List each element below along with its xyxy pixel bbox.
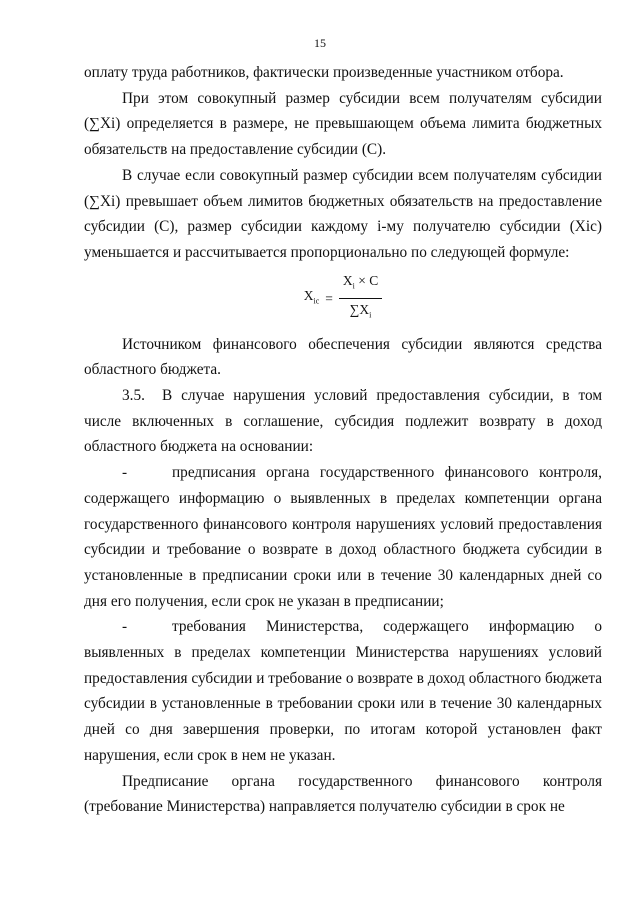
paragraph-prescription: Предписание органа государственного финансового контроля (требование Министерства) направляется получателю субсидии в срок не (84, 772, 602, 816)
formula-equals: = (325, 290, 333, 306)
paragraph-excess-limit: В случае если совокупный размер субсидии всем получателям субсидии (∑Xi) превышает объем лимитов бюджетных обязательств на предоставление субсидии (С), размер субсидии каждому i-му получателю субсидии (Xic) уменьшается и рассчитывается пропорционально по следующей формуле: (84, 166, 602, 261)
paragraph-continuation: оплату труда работников, фактически произведенные участником отбора. (84, 64, 564, 81)
formula-fraction (339, 272, 382, 324)
paragraph-funding-source: Источником финансового обеспечения субсидии являются средства областного бюджета. (84, 335, 602, 379)
formula-denominator: $\sum X_i$ (349, 302, 372, 320)
list-item-marker: - (122, 464, 128, 482)
formula-lhs: $X_{ic}$ (303, 287, 320, 306)
document-body (84, 60, 602, 820)
paragraph-section-3-5 (84, 383, 602, 460)
list-item (84, 460, 602, 614)
section-3-5-text: В случае нарушения условий предоставления субсидии, в том числе включенных в соглашение, субсидия подлежит возврату в доход областного бюджета на основании: (84, 387, 602, 456)
section-number: 3.5. (122, 387, 145, 405)
list-item-text: предписания органа государственного финансового контроля, содержащего информацию о выявленных в пределах компетенции органа государственного финансового контроля нарушениях условий предоставления субсидии и требование о возврате в доход областного бюджета субсидии в установленные в предписании сроки или в течение 30 календарных дней со дня его получения, если срок не указан в предписании; (84, 464, 602, 610)
page-number: 15 (314, 36, 326, 50)
list-item-text: требования Министерства, содержащего информацию о выявленных в пределах компетенции Министерства нарушениях условий предоставления субсидии и требование о возврате в доход областного бюджета субсидии в установленные в требовании сроки или в течение 30 календарных дней со дня завершения проверки, по итогам которой установлен факт нарушения, если срок в нем не указан. (84, 618, 602, 764)
paragraph-total-subsidy: При этом совокупный размер субсидии всем получателям субсидии (∑Xi) определяется в размере, не превышающем объема лимита бюджетных обязательств на предоставление субсидии (С). (84, 89, 602, 159)
list-item-marker: - (122, 618, 128, 636)
list-item (84, 614, 602, 768)
subsidy-formula (84, 266, 602, 332)
formula-numerator: $X_i \times С$ (339, 272, 382, 299)
